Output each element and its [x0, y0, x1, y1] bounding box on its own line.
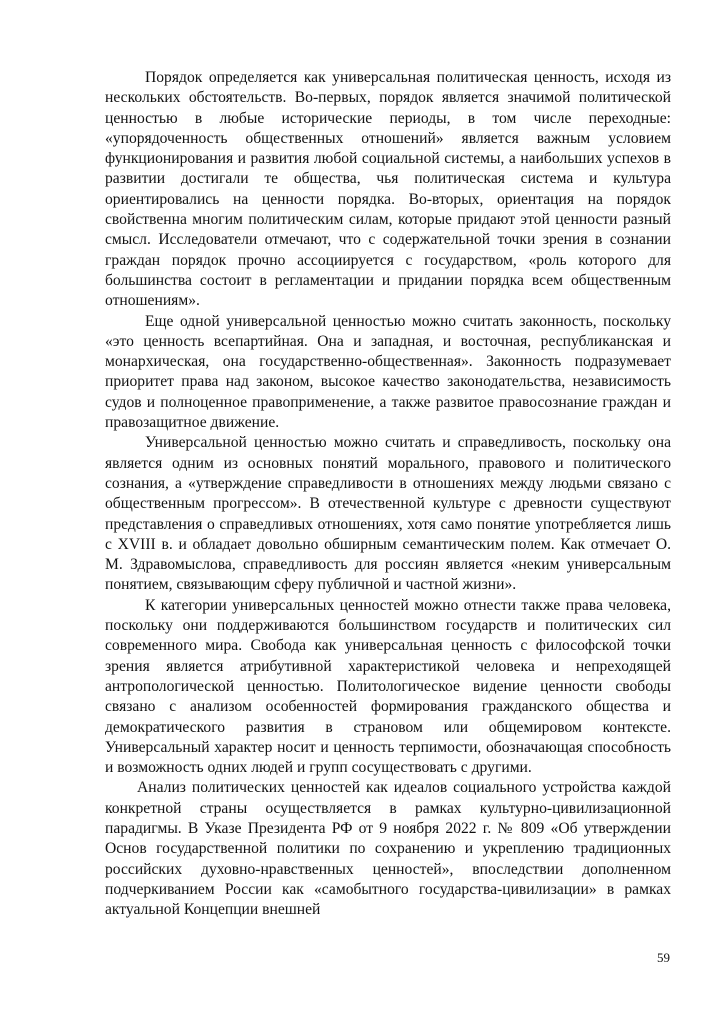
body-text: [105, 68, 671, 920]
paragraph-order-value: Порядок определяется как универсальная политическая ценность, исходя из нескольких обстоятельств. Во-первых, порядок является значимой политической ценностью в любые исторические периоды, в том числе переходные: «упорядоченность общественных отношений» является важным условием функционирования и развития любой социальной системы, а наибольших успехов в развитии достигали те общества, чья политическая система и культура ориентировались на ценности порядка. Во-вторых, ориентация на порядок свойственна многим политическим силам, которые придают этой ценности разный смысл. Исследователи отмечают, что с содержательной точки зрения в сознании граждан порядок прочно ассоциируется с государством, «роль которого для большинства состоит в регламентации и придании порядка всем общественным отношениям».: [105, 69, 671, 310]
page-number: 59: [657, 950, 670, 965]
paragraph-human-rights-value: К категории универсальных ценностей можно отнести также права человека, поскольку они поддерживаются большинством государств и политических сил современного мира. Свобода как универсальная ценность с философской точки зрения является атрибутивной характеристикой человека и непреходящей антропологической ценностью. Политологическое видение ценности свободы связано с анализом особенностей формирования гражданского общества и демократического развития в страновом или общемировом контексте. Универсальный характер носит и ценность терпимости, обозначающая способность и возможность одних людей и групп сосуществовать с другими.: [105, 596, 671, 777]
paragraph-legality-value: Еще одной универсальной ценностью можно считать законность, поскольку «это ценность всепартийная. Она и западная, и восточная, республиканская и монархическая, она государственно-общественная». Законность подразумевает приоритет права над законом, высокое качество законодательства, независимость судов и полноценное правоприменение, а также развитое правосознание граждан и правозащитное движение.: [105, 312, 671, 432]
paragraph-justice-value: Универсальной ценностью можно считать и справедливость, поскольку она является одним из основных понятий морального, правового и политического сознания, а «утверждение справедливости в отношениях между людьми связано с общественным прогрессом». В отечественной культуре с древности существуют представления о справедливых отношениях, хотя само понятие употребляется лишь с XVIII в. и обладает довольно обширным семантическим полем. Как отмечает О. М. Здравомыслова, справедливость для россиян является «неким универсальным понятием, связывающим сферу публичной и частной жизни».: [105, 434, 671, 594]
paragraph-civilizational-paradigm: Анализ политических ценностей как идеалов социального устройства каждой конкретной страны осуществляется в рамках культурно-цивилизационной парадигмы. В Указе Президента РФ от 9 ноября 2022 г. № 809 «Об утверждении Основ государственной политики по сохранению и укреплению традиционных российских духовно-нравственных ценностей», впоследствии дополненном подчеркиванием России как «самобытного государства-цивилизации» в рамках актуальной Концепции внешней: [105, 779, 671, 919]
